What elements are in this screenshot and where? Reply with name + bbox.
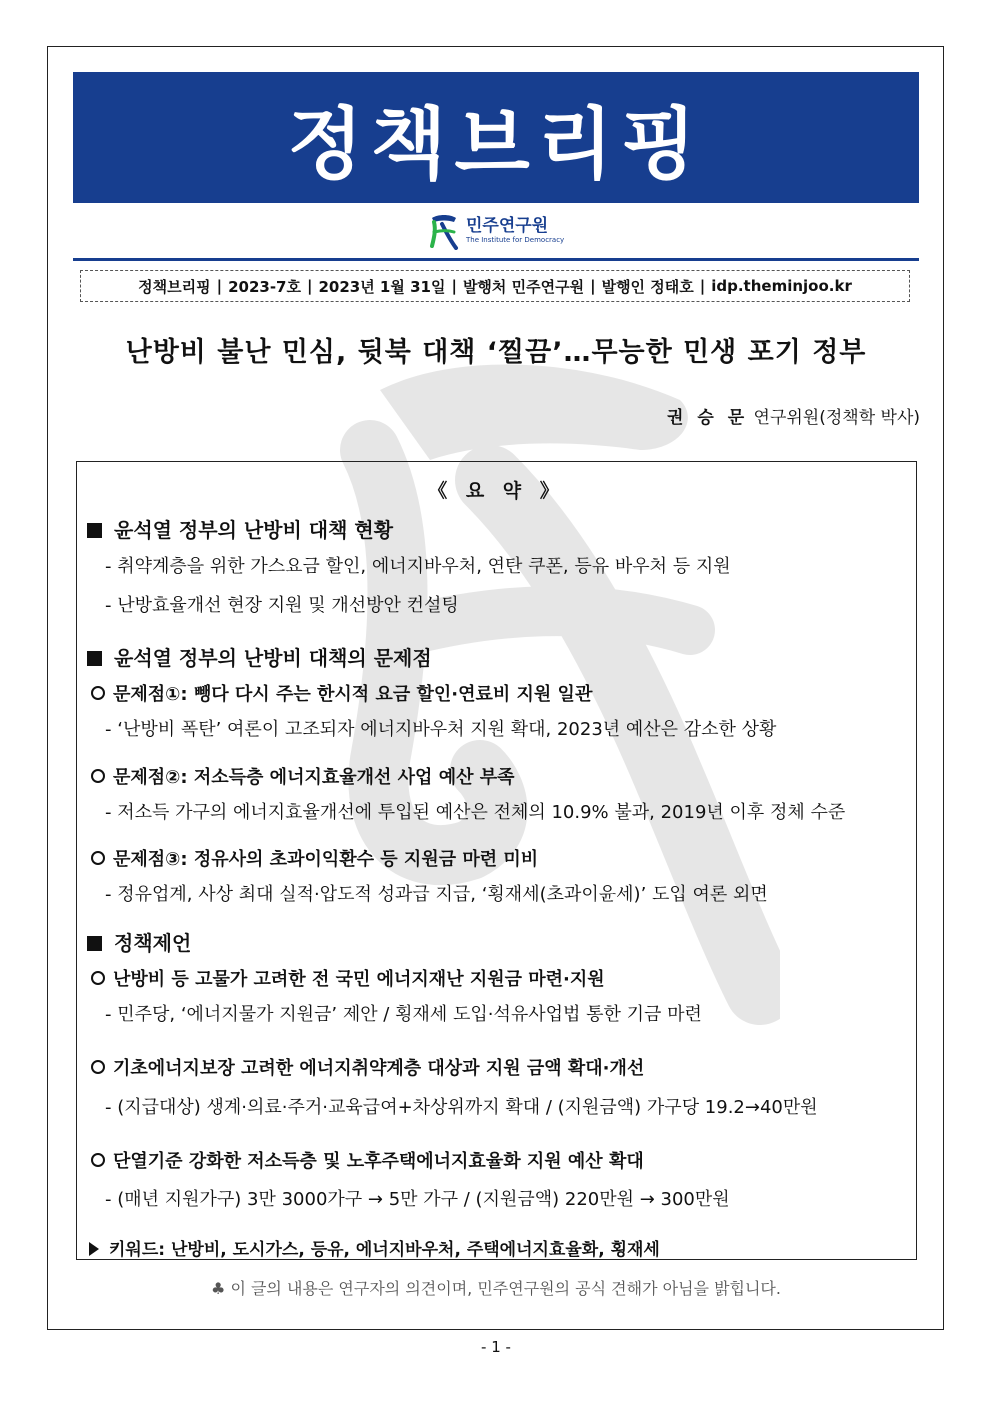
info-website[interactable]: idp.theminjoo.kr [711, 277, 852, 295]
proposal-title: 단열기준 강화한 저소득층 및 노후주택에너지효율화 지원 예산 확대 [91, 1147, 644, 1173]
list-item: - 민주당, ‘에너지물가 지원금’ 제안 / 횡재세 도입·석유사업법 통한 기금 마련 [105, 1004, 702, 1025]
author-name: 권 승 문 [667, 408, 749, 428]
info-separator: | [451, 277, 457, 295]
page-number: - 1 - [481, 1338, 511, 1356]
info-separator: | [590, 277, 596, 295]
info-separator: | [216, 277, 223, 295]
list-item: - 난방효율개선 현장 지원 및 개선방안 컨설팅 [105, 595, 459, 616]
circle-bullet-icon [91, 1060, 105, 1074]
section-heading: 정책제언 [87, 927, 191, 956]
info-series: 정책브리핑 [138, 277, 211, 296]
info-issuer: 발행인 정태호 [601, 277, 694, 296]
disclaimer [0, 1276, 992, 1299]
publication-info-bar [80, 270, 910, 302]
club-icon: ♣ [211, 1279, 226, 1298]
author-line [667, 403, 920, 428]
square-bullet-icon [87, 523, 102, 538]
circle-bullet-icon [91, 1153, 105, 1167]
summary-box [76, 461, 917, 1260]
article-title: 난방비 불난 민심, 뒷북 대책 ‘찔끔’…무능한 민생 포기 정부 [125, 337, 867, 368]
info-issue: 2023-7호 [228, 277, 301, 296]
square-bullet-icon [87, 651, 102, 666]
circle-bullet-icon [91, 769, 105, 783]
banner-title: 정책브리핑 [73, 72, 919, 203]
list-item: - 저소득 가구의 에너지효율개선에 투입된 예산은 전체의 10.9% 불과, 2019년 이후 정체 수준 [105, 802, 846, 823]
disclaimer-text: 이 글의 내용은 연구자의 의견이며, 민주연구원의 공식 견해가 아님을 밝힙니다. [230, 1279, 781, 1298]
triangle-bullet-icon [89, 1242, 99, 1256]
summary-heading: 《 요 약 》 [428, 480, 565, 502]
info-separator: | [306, 277, 313, 295]
logo-name: 민주연구원 [466, 215, 549, 236]
problem-title: 문제점③: 정유사의 초과이익환수 등 지원금 마련 미비 [91, 845, 538, 871]
list-item: - 정유업계, 사상 최대 실적·압도적 성과급 지급, ‘횡재세(초과이윤세)’ 도입 여론 외면 [105, 884, 768, 905]
problem-title: 문제점①: 뺑다 다시 주는 한시적 요금 할인·연료비 지원 일관 [91, 680, 592, 706]
section-heading: 윤석열 정부의 난방비 대책 현황 [87, 514, 393, 543]
circle-bullet-icon [91, 851, 105, 865]
list-item: - ‘난방비 폭탄’ 여론이 고조되자 에너지바우처 지원 확대, 2023년 예산은 감소한 상황 [105, 719, 777, 740]
circle-bullet-icon [91, 971, 105, 985]
list-item: - 취약계층을 위한 가스요금 할인, 에너지바우처, 연탄 쿠폰, 등유 바우처 등 지원 [105, 556, 731, 577]
proposal-title: 기초에너지보장 고려한 에너지취약계층 대상과 지원 금액 확대·개선 [91, 1054, 644, 1080]
problem-title: 문제점②: 저소득층 에너지효율개선 사업 예산 부족 [91, 763, 515, 789]
section-heading: 윤석열 정부의 난방비 대책의 문제점 [87, 642, 432, 671]
logo-subtitle: The Institute for Democracy [466, 235, 565, 244]
info-separator: | [699, 277, 706, 295]
square-bullet-icon [87, 936, 102, 951]
list-item: - (매년 지원가구) 3만 3000가구 → 5만 가구 / (지원금액) 220만원 → 300만원 [105, 1189, 730, 1210]
circle-bullet-icon [91, 686, 105, 700]
keywords: 키워드: 난방비, 도시가스, 등유, 에너지바우처, 주택에너지효율화, 횡재세 [89, 1235, 660, 1260]
proposal-title: 난방비 등 고물가 고려한 전 국민 에너지재난 지원금 마련·지원 [91, 965, 605, 991]
info-publisher: 발행처 민주연구원 [462, 277, 585, 296]
list-item: - (지급대상) 생계·의료·주거·교육급여+차상위까지 확대 / (지원금액) 가구당 19.2→40만원 [105, 1097, 818, 1118]
institute-logo [428, 210, 564, 250]
header-rule-top [73, 258, 919, 261]
info-date: 2023년 1월 31일 [318, 277, 446, 296]
min-logo-icon [428, 210, 460, 250]
author-role: 연구위원(정책학 박사) [753, 408, 920, 428]
